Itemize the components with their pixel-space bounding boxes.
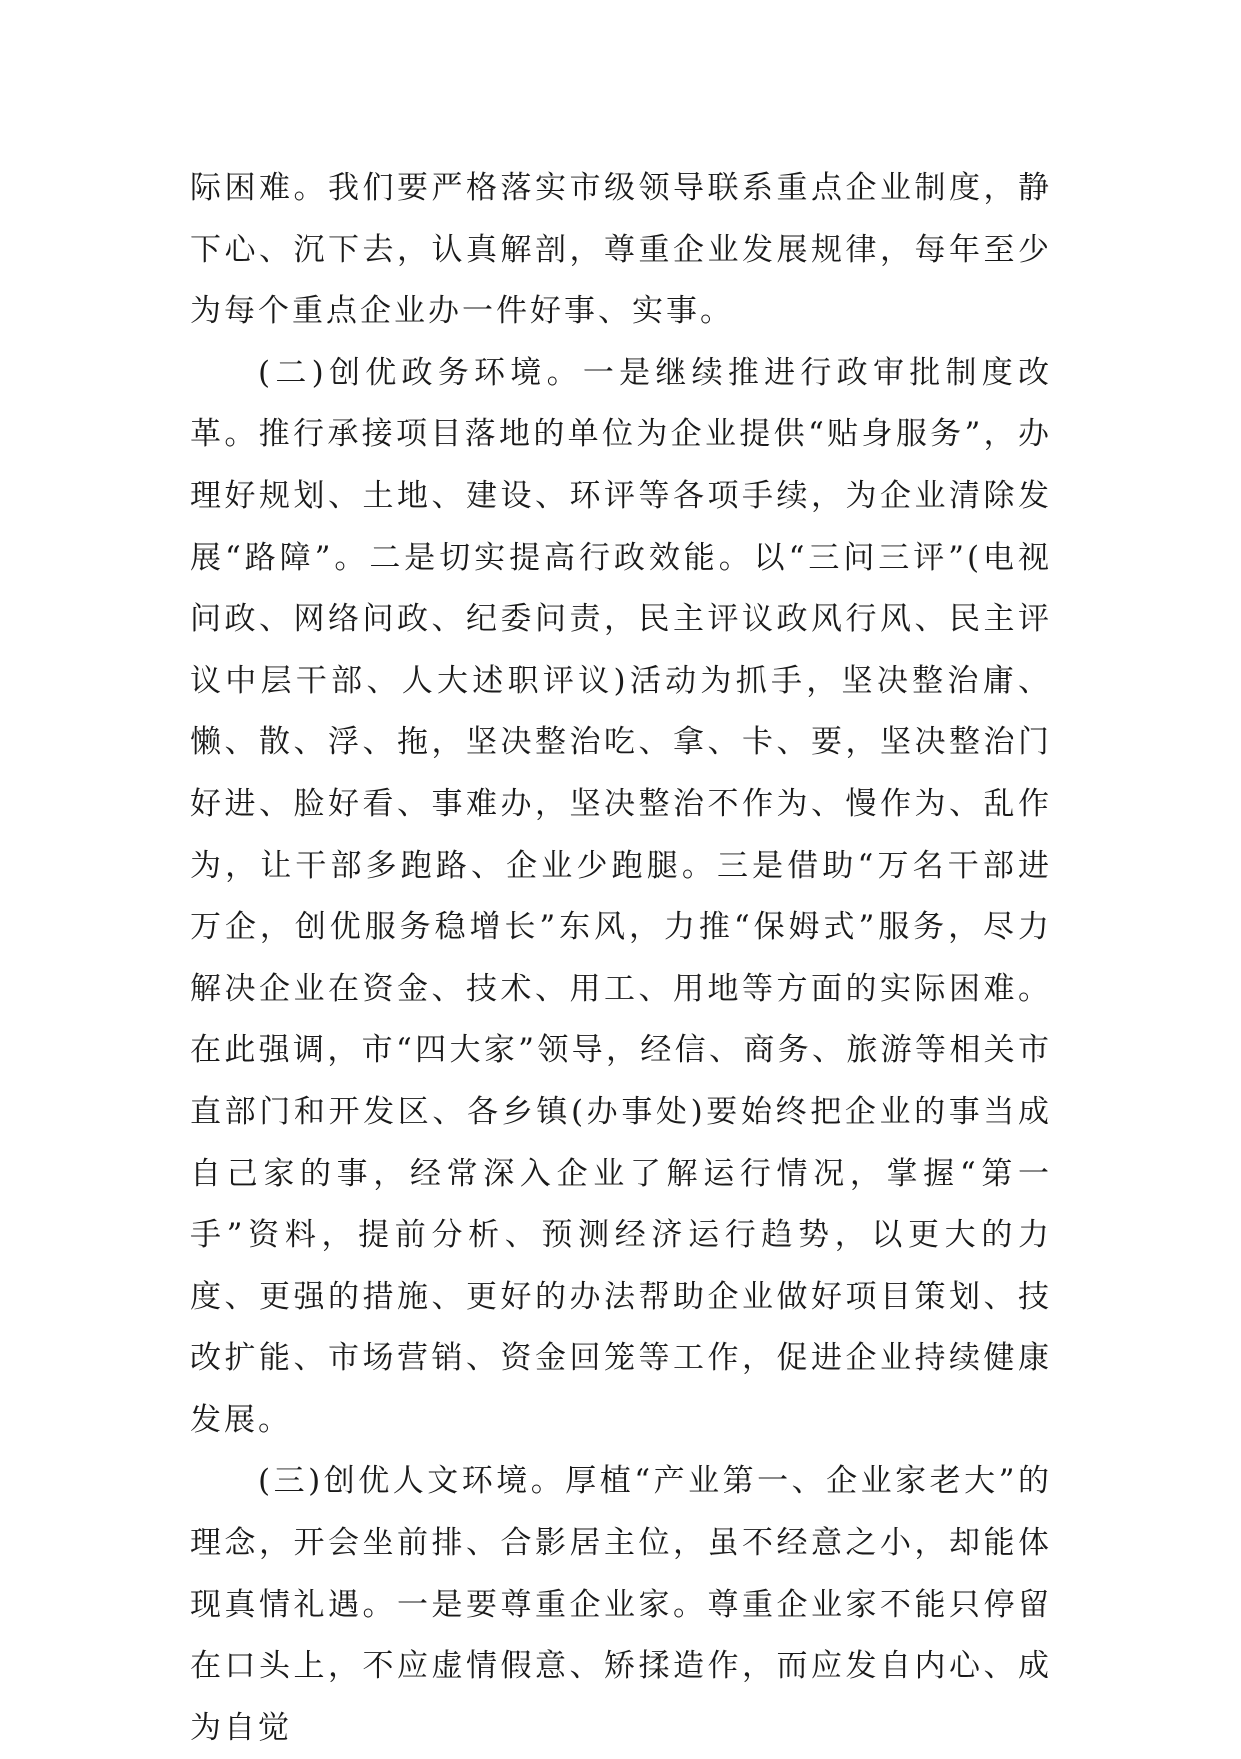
paragraph-section-2: (二)创优政务环境。一是继续推进行政审批制度改革。推行承接项目落地的单位为企业提供“贴身服务”，办理好规划、土地、建设、环评等各项手续，为企业清除发展“路障”。二是切实提高行政效能。以“三问三评”(电视问政、网络问政、纪委问责，民主评议政风行风、民主评议中层干部、人大述职评议)活动为抓手，坚决整治庸、懒、散、浮、拖，坚决整治吃、拿、卡、要，坚决整治门好进、脸好看、事难办，坚决整治不作为、慢作为、乱作为，让干部多跑路、企业少跑腿。三是借助“万名干部进万企，创优服务稳增长”东风，力推“保姆式”服务，尽力解决企业在资金、技术、用工、用地等方面的实际困难。在此强调，市“四大家”领导，经信、商务、旅游等相关市直部门和开发区、各乡镇(办事处)要始终把企业的事当成自己家的事，经常深入企业了解运行情况，掌握“第一手”资料，提前分析、预测经济运行趋势，以更大的力度、更强的措施、更好的办法帮助企业做好项目策划、技改扩能、市场营销、资金回笼等工作，促进企业持续健康发展。 — [190, 354, 1052, 1438]
paragraph-section-3: (三)创优人文环境。厚植“产业第一、企业家老大”的理念，开会坐前排、合影居主位，虽不经意之小，却能体现真情礼遇。一是要尊重企业家。尊重企业家不能只停留在口头上，不应虚情假意、矫揉造作，而应发自内心、成为自觉 — [190, 1463, 1052, 1746]
document-body — [190, 158, 1052, 1759]
paragraph-continuation: 际困难。我们要严格落实市级领导联系重点企业制度，静下心、沉下去，认真解剖，尊重企业发展规律，每年至少为每个重点企业办一件好事、实事。 — [190, 170, 1052, 330]
